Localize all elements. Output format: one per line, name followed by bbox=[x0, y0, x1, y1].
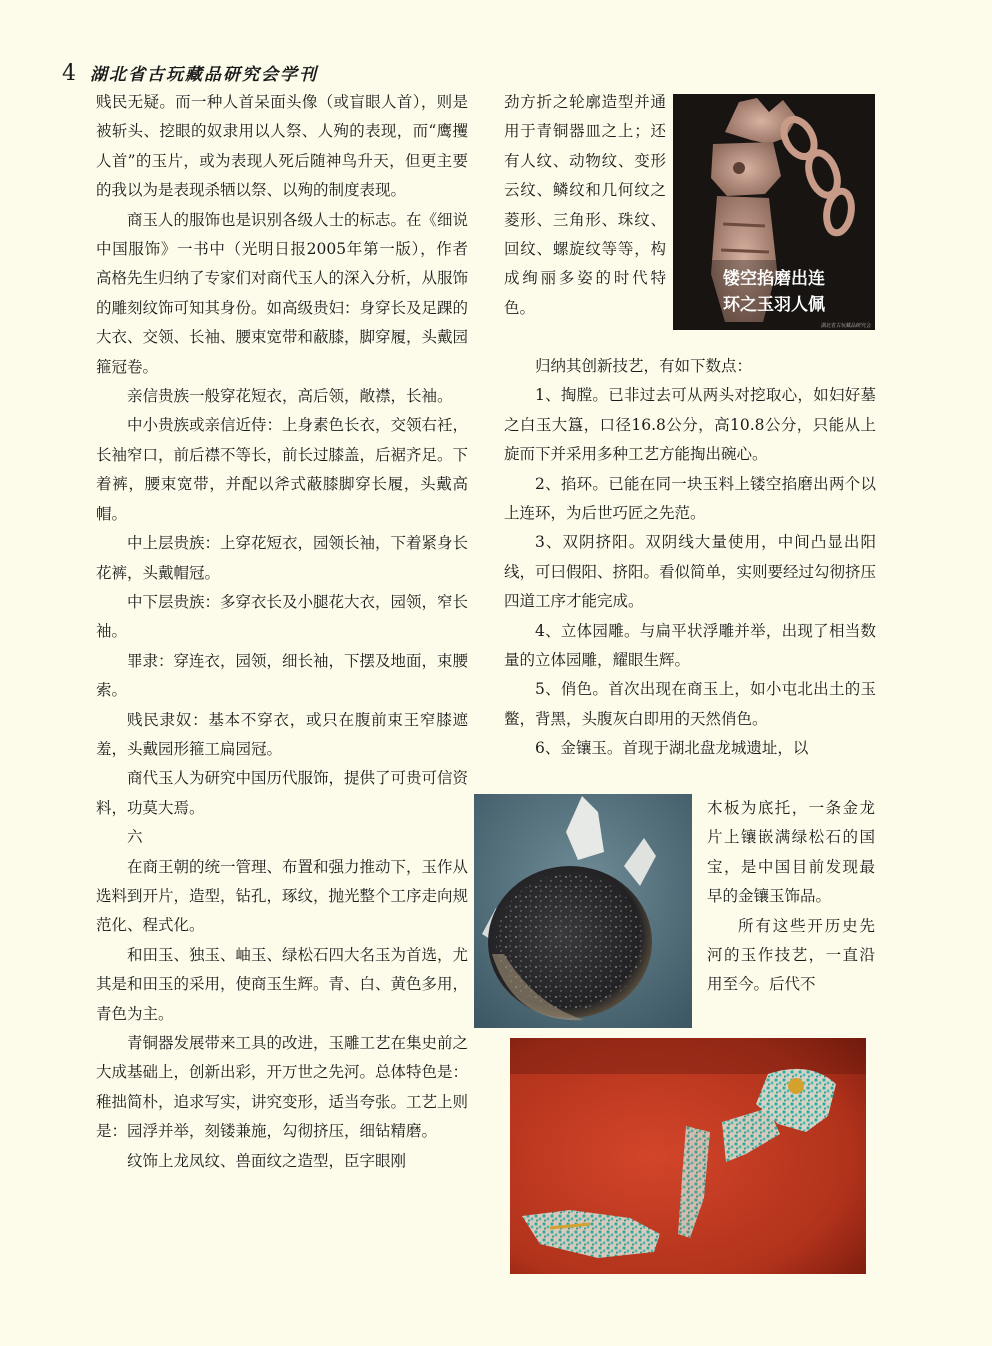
paragraph: 中下层贵族：多穿衣长及小腿花大衣，园领，窄长袖。 bbox=[96, 592, 469, 641]
paragraph: 1、掏膛。已非过去可从两头对挖取心，如妇好墓之白玉大簋，口径16.8公分，高10.8公分，只能从上旋而下并采用多种工艺方能掏出碗心。 bbox=[504, 386, 876, 464]
left-column bbox=[96, 88, 468, 1176]
paragraph: 6、金镶玉。首现于湖北盘龙城遗址，以 bbox=[535, 739, 809, 758]
paragraph: 在商王朝的统一管理、布置和强力推动下，玉作从选料到开片，造型，钻孔，琢纹，抛光整个工序走向规范化、程式化。 bbox=[96, 857, 469, 935]
paragraph: 亲信贵族一般穿花短衣，高后领，敞襟，长袖。 bbox=[127, 387, 453, 406]
paragraph: 六 bbox=[127, 828, 143, 847]
paragraph: 所有这些开历史先河的玉作技艺，一直沿用至今。后代不 bbox=[707, 916, 875, 994]
paragraph: 5、俏色。首次出现在商玉上，如小屯北出土的玉鳖，背黑，头腹灰白即用的天然俏色。 bbox=[504, 680, 876, 728]
paragraph: 归纳其创新技艺，有如下数点： bbox=[535, 357, 753, 375]
paragraph: 罪隶：穿连衣，园领，细长袖，下摆及地面，束腰索。 bbox=[96, 651, 469, 700]
paragraph: 中小贵族或亲信近侍：上身素色长衣，交领右衽，长袖窄口，前后襟不等长，前长过膝盖，后裾齐足。下着裤，腰束宽带，并配以斧式蔽膝脚穿长履，头戴高帽。 bbox=[96, 416, 469, 523]
pendant-caption-line-1: 镂空掐磨出连 bbox=[723, 269, 825, 289]
right-column-top bbox=[504, 88, 666, 323]
paragraph: 青铜器发展带来工具的改进，玉雕工艺在集史前之大成基础上，创新出彩，开万世之先河。总体特色是：稚拙简朴，追求写实，讲究变形，适当夸张。工艺上则是：园浮并举，刻镂兼施，勾彻挤压，细钻精磨。 bbox=[96, 1034, 469, 1141]
paragraph: 2、掐环。已能在同一块玉料上镂空掐磨出两个以上连环，为后世巧匠之先范。 bbox=[504, 474, 876, 523]
paragraph: 中上层贵族：上穿花短衣，园领长袖，下着紧身长花裤，头戴帽冠。 bbox=[96, 534, 469, 582]
right-column-middle bbox=[504, 352, 876, 764]
jade-turtle-image bbox=[474, 794, 692, 1028]
jade-feathered-figure-pendant-photo bbox=[673, 94, 875, 330]
paragraph: 贱民隶奴：基本不穿衣，或只在腹前束王窄膝遮羞，头戴园形箍工扁园冠。 bbox=[96, 710, 468, 758]
page-header bbox=[62, 60, 318, 86]
pendant-photo-credit: 湖北省古玩藏品研究会 bbox=[820, 323, 871, 329]
gold-inlaid-turquoise-dragon-photo bbox=[510, 1038, 866, 1274]
paragraph: 3、双阴挤阳。双阴线大量使用，中间凸显出阳线，可曰假阳、挤阳。看似简单，实则要经过勾彻挤压四道工序才能完成。 bbox=[504, 533, 877, 611]
right-column-wrap bbox=[707, 794, 875, 1000]
journal-title: 湖北省古玩藏品研究会学刊 bbox=[90, 65, 318, 85]
paragraph: 劲方折之轮廓造型并通用于青铜器皿之上；还有人纹、动物纹、变形云纹、鳞纹和几何纹之菱形、三角形、珠纹、回纹、螺旋纹等等，构成绚丽多姿的时代特色。 bbox=[504, 93, 666, 317]
paragraph: 商玉人的服饰也是识别各级人士的标志。在《细说中国服饰》一书中（光明日报2005年第一版），作者高格先生归纳了专家们对商代玉人的深入分析，从服饰的雕刻纹饰可知其身份。如高级贵妇：身穿长及足踝的大衣、交领、长袖、腰束宽带和蔽膝，脚穿履，头戴园箍冠卷。 bbox=[96, 210, 469, 376]
paragraph: 商代玉人为研究中国历代服饰，提供了可贵可信资料，功莫大焉。 bbox=[96, 769, 469, 817]
paragraph: 4、立体园雕。与扁平状浮雕并举，出现了相当数量的立体园雕，耀眼生辉。 bbox=[504, 621, 876, 670]
jade-turtle-photo bbox=[474, 794, 692, 1028]
paragraph: 和田玉、独玉、岫玉、绿松石四大名玉为首选，尤其是和田玉的采用，使商玉生辉。青、白、黄色多用，青色为主。 bbox=[96, 945, 469, 1023]
inlay-dragon-image bbox=[510, 1038, 866, 1274]
paragraph: 纹饰上龙凤纹、兽面纹之造型，臣字眼刚 bbox=[127, 1151, 407, 1170]
pendant-caption-line-2: 环之玉羽人佩 bbox=[723, 295, 825, 315]
page-number: 4 bbox=[62, 61, 76, 86]
paragraph: 木板为底托，一条金龙片上镶嵌满绿松石的国宝，是中国目前发现最早的金镶玉饰品。 bbox=[707, 799, 875, 906]
paragraph: 贱民无疑。而一种人首呆面头像（或盲眼人首），则是被斩头、挖眼的奴隶用以人祭、人殉的表现，而“鹰攫人首”的玉片，或为表现人死后随神鸟升天，但更主要的我以为是表现杀牺以祭、以殉的制度表现。 bbox=[96, 93, 468, 200]
